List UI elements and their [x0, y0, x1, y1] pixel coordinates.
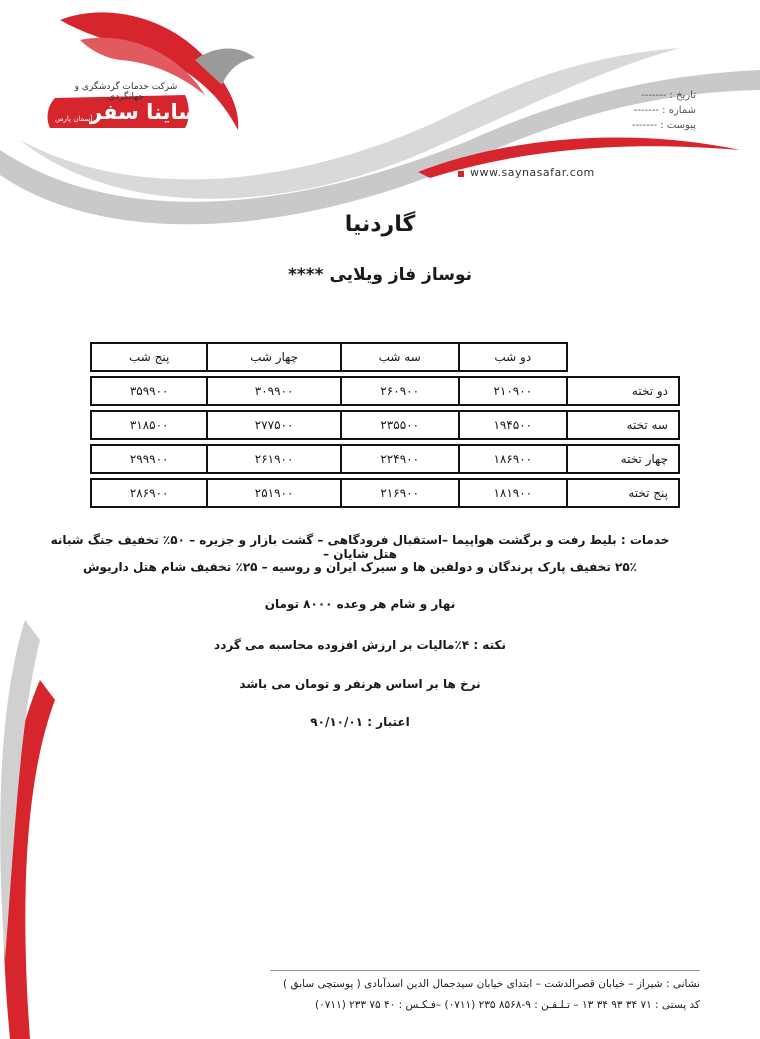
meals-note: نهار و شام هر وعده ۸۰۰۰ تومان: [264, 597, 456, 611]
table-row: [90, 376, 680, 406]
row-label: پنج تخته: [568, 478, 680, 508]
validity-note: اعتبار : ۹۰/۱۰/۰۱: [310, 715, 410, 729]
price-cell: ۲۳۵۵۰۰: [342, 410, 460, 440]
website-url: www.saynasafar.com: [470, 166, 595, 179]
price-cell: ۲۲۴۹۰۰: [342, 444, 460, 474]
footer-address: نشانی : شیراز – خیابان قصرالدشت – ابتدای خیابان سیدجمال الدین اسدآبادی ( پوستچی سابق ): [283, 978, 700, 990]
row-label: چهار تخته: [568, 444, 680, 474]
page-title: گاردنیا: [344, 212, 416, 237]
services-line-1: خدمات : بلیط رفت و برگشت هواپیما –استقبال فرودگاهی – گشت بازار و جزیره – ۵۰٪ تخفیف جنگ شبانه هتل شایان –: [50, 533, 670, 561]
url-bullet-icon: [458, 171, 464, 177]
column-header: پنج شب: [90, 342, 208, 372]
logo-name: ساینا سفر: [90, 100, 200, 124]
logo-tagline: آسمان پارس: [55, 115, 93, 123]
price-cell: ۲۱۶۹۰۰: [342, 478, 460, 508]
attachment-field: پیوست : -------: [631, 120, 696, 131]
price-cell: ۲۸۶۹۰۰: [90, 478, 208, 508]
table-row: [90, 410, 680, 440]
tax-note: نکته : ۴٪مالیات بر ارزش افزوده محاسبه می گردد: [214, 638, 506, 652]
row-label: سه تخته: [568, 410, 680, 440]
price-cell: ۳۰۹۹۰۰: [208, 376, 342, 406]
price-cell: ۲۶۰۹۰۰: [342, 376, 460, 406]
price-cell: ۲۶۱۹۰۰: [208, 444, 342, 474]
column-header: سه شب: [342, 342, 460, 372]
date-field: تاریخ : -------: [641, 90, 696, 101]
pricing-note: نرخ ها بر اساس هرنفر و تومان می باشد: [239, 677, 481, 691]
number-field: شماره : -------: [633, 105, 696, 116]
price-cell: ۲۹۹۹۰۰: [90, 444, 208, 474]
price-cell: ۱۸۶۹۰۰: [460, 444, 568, 474]
services-line-2: ۲۵٪ تخفیف پارک پرندگان و دولفین ها و سیرک ایران و روسیه – ۲۵٪ تخفیف شام هتل داریوش: [83, 560, 637, 574]
price-cell: ۲۱۰۹۰۰: [460, 376, 568, 406]
footer-divider: [270, 970, 700, 971]
price-table: [90, 338, 680, 512]
price-cell: ۱۹۴۵۰۰: [460, 410, 568, 440]
price-cell: ۳۵۹۹۰۰: [90, 376, 208, 406]
row-label: دو تخته: [568, 376, 680, 406]
table-header-row: [90, 342, 680, 372]
table-row: [90, 478, 680, 508]
price-cell: ۲۵۱۹۰۰: [208, 478, 342, 508]
price-cell: ۲۷۷۵۰۰: [208, 410, 342, 440]
price-cell: ۳۱۸۵۰۰: [90, 410, 208, 440]
column-header: دو شب: [460, 342, 568, 372]
column-header: چهار شب: [208, 342, 342, 372]
letter-meta: [546, 88, 696, 133]
table-corner: [568, 342, 680, 372]
table-row: [90, 444, 680, 474]
logo-subtitle: شرکت خدمات گردشگری و جهانگردی: [74, 82, 178, 102]
price-cell: ۱۸۱۹۰۰: [460, 478, 568, 508]
page-subtitle: نوساز فاز ویلایی ****: [288, 265, 472, 285]
footer-contact: کد پستی : ۷۱ ۳۴ ۹۳ ۳۴ ۱۳ – تـلـفـن : ۹-۸۵۶۸ ۲۳۵ (۰۷۱۱) –فـکـس : ۴۰ ۷۵ ۲۳۳ (۰۷۱۱): [315, 999, 700, 1011]
